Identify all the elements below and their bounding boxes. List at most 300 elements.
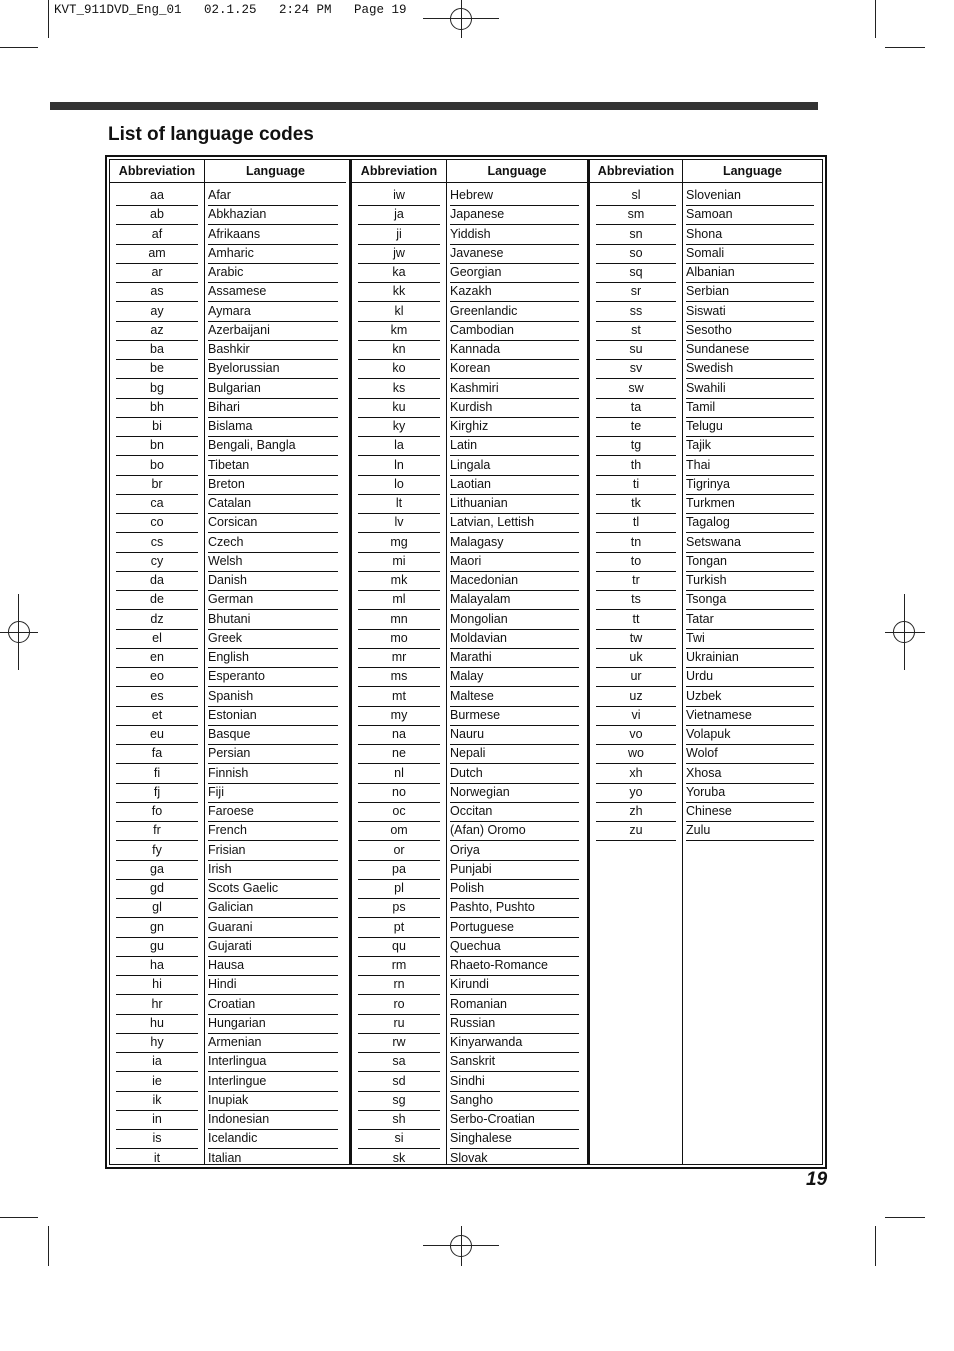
- abbreviation-cell: mo: [358, 629, 440, 649]
- language-cell: Welsh: [208, 552, 338, 572]
- abbreviation-cell: ro: [358, 995, 440, 1015]
- language-cell: Twi: [686, 629, 814, 649]
- abbreviation-cell: et: [116, 706, 198, 726]
- abbreviation-cell: ji: [358, 225, 440, 245]
- abbreviation-cell: as: [116, 282, 198, 302]
- language-cell: Irish: [208, 860, 338, 880]
- crop-mark: [885, 1217, 925, 1218]
- registration-circle: [8, 621, 30, 643]
- language-cell: Faroese: [208, 802, 338, 822]
- abbreviation-cell: hu: [116, 1014, 198, 1034]
- language-cell: Turkish: [686, 571, 814, 591]
- language-cell: Korean: [450, 359, 579, 379]
- abbreviation-cell: jw: [358, 244, 440, 264]
- crop-mark: [885, 47, 925, 48]
- abbreviation-cell: kn: [358, 340, 440, 360]
- abbreviation-cell: ss: [596, 302, 676, 322]
- abbreviation-cell: ts: [596, 590, 676, 610]
- abbreviation-cell: fy: [116, 841, 198, 861]
- abbreviation-cell: es: [116, 687, 198, 707]
- abbreviation-cell: eu: [116, 725, 198, 745]
- language-cell: Occitan: [450, 802, 579, 822]
- abbreviation-cell: ay: [116, 302, 198, 322]
- language-cell: Maltese: [450, 687, 579, 707]
- language-cell: Latin: [450, 436, 579, 456]
- abbreviation-cell: to: [596, 552, 676, 572]
- abbreviation-cell: sq: [596, 263, 676, 283]
- registration-circle: [450, 8, 472, 30]
- language-cell: Malay: [450, 667, 579, 687]
- language-cell: Slovenian: [686, 186, 814, 206]
- abbreviation-cell: iw: [358, 186, 440, 206]
- language-cell: Kirundi: [450, 975, 579, 995]
- abbreviation-cell: kl: [358, 302, 440, 322]
- abbreviation-cell: so: [596, 244, 676, 264]
- language-cell: Sindhi: [450, 1072, 579, 1092]
- language-cell: Somali: [686, 244, 814, 264]
- language-cell: Macedonian: [450, 571, 579, 591]
- abbreviation-cell: hy: [116, 1033, 198, 1053]
- language-cell: Serbo-Croatian: [450, 1110, 579, 1130]
- abbreviation-cell: sm: [596, 205, 676, 225]
- abbreviation-cell: ja: [358, 205, 440, 225]
- abbreviation-cell: cy: [116, 552, 198, 572]
- abbreviation-cell: am: [116, 244, 198, 264]
- abbreviation-cell: cs: [116, 533, 198, 553]
- language-cell: Greek: [208, 629, 338, 649]
- abbreviation-cell: de: [116, 590, 198, 610]
- abbreviation-cell: ml: [358, 590, 440, 610]
- language-cell: Maori: [450, 552, 579, 572]
- abbreviation-cell: rm: [358, 956, 440, 976]
- abbreviation-cell: hi: [116, 975, 198, 995]
- language-cell: Chinese: [686, 802, 814, 822]
- abbreviation-cell: na: [358, 725, 440, 745]
- abbreviation-cell: co: [116, 513, 198, 533]
- abbreviation-cell: pa: [358, 860, 440, 880]
- language-cell: Lithuanian: [450, 494, 579, 514]
- language-cell: Tigrinya: [686, 475, 814, 495]
- abbreviation-cell: ik: [116, 1091, 198, 1111]
- column-divider: [204, 160, 205, 1164]
- abbreviation-cell: fa: [116, 744, 198, 764]
- abbreviation-cell: az: [116, 321, 198, 341]
- column-header-language: Language: [683, 160, 822, 183]
- abbreviation-cell: el: [116, 629, 198, 649]
- abbreviation-cell: bg: [116, 379, 198, 399]
- language-cell: Frisian: [208, 841, 338, 861]
- page-title: List of language codes: [108, 124, 314, 145]
- abbreviation-cell: ar: [116, 263, 198, 283]
- abbreviation-cell: mr: [358, 648, 440, 668]
- abbreviation-cell: vo: [596, 725, 676, 745]
- abbreviation-cell: tg: [596, 436, 676, 456]
- column-divider: [446, 160, 447, 1164]
- column-header-language: Language: [447, 160, 587, 183]
- abbreviation-cell: ln: [358, 456, 440, 476]
- language-cell: Esperanto: [208, 667, 338, 687]
- language-cell: Tongan: [686, 552, 814, 572]
- abbreviation-cell: qu: [358, 937, 440, 957]
- language-cell: Tamil: [686, 398, 814, 418]
- abbreviation-cell: fo: [116, 802, 198, 822]
- language-cell: Guarani: [208, 918, 338, 938]
- registration-circle: [450, 1235, 472, 1257]
- language-cell: Greenlandic: [450, 302, 579, 322]
- language-cell: Cambodian: [450, 321, 579, 341]
- abbreviation-cell: sg: [358, 1091, 440, 1111]
- abbreviation-cell: ta: [596, 398, 676, 418]
- abbreviation-cell: uk: [596, 648, 676, 668]
- column-header-abbreviation: Abbreviation: [590, 160, 682, 183]
- language-cell: Czech: [208, 533, 338, 553]
- language-cell: Sanskrit: [450, 1052, 579, 1072]
- abbreviation-cell: tt: [596, 610, 676, 630]
- abbreviation-cell: ku: [358, 398, 440, 418]
- language-cell: Kazakh: [450, 282, 579, 302]
- abbreviation-cell: ka: [358, 263, 440, 283]
- language-cell: Sundanese: [686, 340, 814, 360]
- abbreviation-cell: gn: [116, 918, 198, 938]
- language-cell: Inupiak: [208, 1091, 338, 1111]
- table-block: [587, 160, 825, 1164]
- language-cell: Italian: [208, 1149, 338, 1169]
- language-cell: Interlingua: [208, 1052, 338, 1072]
- abbreviation-cell: nl: [358, 764, 440, 784]
- language-cell: Swahili: [686, 379, 814, 399]
- registration-circle: [893, 621, 915, 643]
- language-cell: Punjabi: [450, 860, 579, 880]
- language-cell: Scots Gaelic: [208, 879, 338, 899]
- abbreviation-cell: rw: [358, 1033, 440, 1053]
- language-cell: Rhaeto-Romance: [450, 956, 579, 976]
- abbreviation-cell: zu: [596, 821, 676, 841]
- abbreviation-cell: eo: [116, 667, 198, 687]
- language-cell: Setswana: [686, 533, 814, 553]
- abbreviation-cell: sa: [358, 1052, 440, 1072]
- abbreviation-cell: fj: [116, 783, 198, 803]
- language-cell: Tsonga: [686, 590, 814, 610]
- language-cell: Azerbaijani: [208, 321, 338, 341]
- language-cell: Moldavian: [450, 629, 579, 649]
- abbreviation-cell: kk: [358, 282, 440, 302]
- language-cell: Bhutani: [208, 610, 338, 630]
- abbreviation-cell: ky: [358, 417, 440, 437]
- language-cell: German: [208, 590, 338, 610]
- language-cell: Oriya: [450, 841, 579, 861]
- abbreviation-cell: ps: [358, 898, 440, 918]
- abbreviation-cell: mn: [358, 610, 440, 630]
- abbreviation-cell: fr: [116, 821, 198, 841]
- abbreviation-cell: ie: [116, 1072, 198, 1092]
- abbreviation-cell: pt: [358, 918, 440, 938]
- abbreviation-cell: uz: [596, 687, 676, 707]
- abbreviation-cell: sw: [596, 379, 676, 399]
- language-cell: Urdu: [686, 667, 814, 687]
- language-cell: Tatar: [686, 610, 814, 630]
- abbreviation-cell: sl: [596, 186, 676, 206]
- language-cell: Bihari: [208, 398, 338, 418]
- language-cell: Persian: [208, 744, 338, 764]
- abbreviation-cell: is: [116, 1129, 198, 1149]
- column-header-abbreviation: Abbreviation: [110, 160, 204, 183]
- language-cell: Galician: [208, 898, 338, 918]
- language-cell: Ukrainian: [686, 648, 814, 668]
- abbreviation-cell: ms: [358, 667, 440, 687]
- language-cell: Malagasy: [450, 533, 579, 553]
- language-cell: Breton: [208, 475, 338, 495]
- language-cell: Aymara: [208, 302, 338, 322]
- abbreviation-cell: tw: [596, 629, 676, 649]
- table-block: [110, 160, 349, 1164]
- language-cell: Tajik: [686, 436, 814, 456]
- language-cell: Japanese: [450, 205, 579, 225]
- language-cell: Wolof: [686, 744, 814, 764]
- abbreviation-cell: mt: [358, 687, 440, 707]
- table-block: [349, 160, 590, 1164]
- abbreviation-cell: ko: [358, 359, 440, 379]
- language-cell: Armenian: [208, 1033, 338, 1053]
- abbreviation-cell: su: [596, 340, 676, 360]
- crop-mark: [875, 0, 876, 38]
- print-header: KVT_911DVD_Eng_01 02.1.25 2:24 PM Page 19: [54, 3, 407, 17]
- language-cell: Serbian: [686, 282, 814, 302]
- language-cell: Samoan: [686, 205, 814, 225]
- language-cell: Fiji: [208, 783, 338, 803]
- language-cell: Turkmen: [686, 494, 814, 514]
- abbreviation-cell: da: [116, 571, 198, 591]
- language-cell: Kashmiri: [450, 379, 579, 399]
- abbreviation-cell: si: [358, 1129, 440, 1149]
- language-cell: Hausa: [208, 956, 338, 976]
- language-cell: Hungarian: [208, 1014, 338, 1034]
- abbreviation-cell: om: [358, 821, 440, 841]
- crop-mark: [48, 0, 49, 38]
- language-cell: Vietnamese: [686, 706, 814, 726]
- abbreviation-cell: bn: [116, 436, 198, 456]
- abbreviation-cell: sn: [596, 225, 676, 245]
- abbreviation-cell: tn: [596, 533, 676, 553]
- language-cell: Afar: [208, 186, 338, 206]
- abbreviation-cell: dz: [116, 610, 198, 630]
- language-cell: Estonian: [208, 706, 338, 726]
- abbreviation-cell: ru: [358, 1014, 440, 1034]
- abbreviation-cell: en: [116, 648, 198, 668]
- abbreviation-cell: gd: [116, 879, 198, 899]
- language-cell: Amharic: [208, 244, 338, 264]
- language-cell: Zulu: [686, 821, 814, 841]
- language-cell: Afrikaans: [208, 225, 338, 245]
- abbreviation-cell: zh: [596, 802, 676, 822]
- language-cell: Telugu: [686, 417, 814, 437]
- abbreviation-cell: la: [358, 436, 440, 456]
- abbreviation-cell: fi: [116, 764, 198, 784]
- crop-mark: [875, 1226, 876, 1266]
- abbreviation-cell: mg: [358, 533, 440, 553]
- language-cell: Portuguese: [450, 918, 579, 938]
- abbreviation-cell: br: [116, 475, 198, 495]
- abbreviation-cell: st: [596, 321, 676, 341]
- abbreviation-cell: my: [358, 706, 440, 726]
- language-cell: French: [208, 821, 338, 841]
- language-cell: Bulgarian: [208, 379, 338, 399]
- abbreviation-cell: ti: [596, 475, 676, 495]
- abbreviation-cell: te: [596, 417, 676, 437]
- abbreviation-cell: be: [116, 359, 198, 379]
- language-cell: Gujarati: [208, 937, 338, 957]
- language-cell: Arabic: [208, 263, 338, 283]
- abbreviation-cell: ca: [116, 494, 198, 514]
- abbreviation-cell: bh: [116, 398, 198, 418]
- crop-mark: [0, 47, 38, 48]
- abbreviation-cell: pl: [358, 879, 440, 899]
- abbreviation-cell: af: [116, 225, 198, 245]
- language-cell: Polish: [450, 879, 579, 899]
- abbreviation-cell: gu: [116, 937, 198, 957]
- header-rule: [50, 102, 818, 110]
- language-cell: Sangho: [450, 1091, 579, 1111]
- column-divider: [682, 160, 683, 1164]
- language-cell: Danish: [208, 571, 338, 591]
- abbreviation-cell: sv: [596, 359, 676, 379]
- abbreviation-cell: lt: [358, 494, 440, 514]
- language-cell: Tagalog: [686, 513, 814, 533]
- language-cell: Malayalam: [450, 590, 579, 610]
- abbreviation-cell: gl: [116, 898, 198, 918]
- abbreviation-cell: ha: [116, 956, 198, 976]
- abbreviation-cell: sd: [358, 1072, 440, 1092]
- language-cell: Xhosa: [686, 764, 814, 784]
- language-cell: Bislama: [208, 417, 338, 437]
- abbreviation-cell: ur: [596, 667, 676, 687]
- language-cell: Catalan: [208, 494, 338, 514]
- language-cell: Uzbek: [686, 687, 814, 707]
- language-cell: Sesotho: [686, 321, 814, 341]
- language-cell: Croatian: [208, 995, 338, 1015]
- language-cell: Singhalese: [450, 1129, 579, 1149]
- language-cell: Kirghiz: [450, 417, 579, 437]
- language-cell: Tibetan: [208, 456, 338, 476]
- language-cell: Volapuk: [686, 725, 814, 745]
- column-header-language: Language: [205, 160, 346, 183]
- language-cell: Mongolian: [450, 610, 579, 630]
- abbreviation-cell: yo: [596, 783, 676, 803]
- language-cell: Thai: [686, 456, 814, 476]
- abbreviation-cell: ne: [358, 744, 440, 764]
- abbreviation-cell: no: [358, 783, 440, 803]
- language-cell: Slovak: [450, 1149, 579, 1169]
- language-cell: Kinyarwanda: [450, 1033, 579, 1053]
- abbreviation-cell: ab: [116, 205, 198, 225]
- abbreviation-cell: bi: [116, 417, 198, 437]
- language-cell: Indonesian: [208, 1110, 338, 1130]
- abbreviation-cell: km: [358, 321, 440, 341]
- language-cell: Russian: [450, 1014, 579, 1034]
- language-cell: English: [208, 648, 338, 668]
- language-codes-table: [105, 155, 827, 1169]
- crop-mark: [48, 1226, 49, 1266]
- abbreviation-cell: vi: [596, 706, 676, 726]
- abbreviation-cell: wo: [596, 744, 676, 764]
- language-cell: Yoruba: [686, 783, 814, 803]
- language-cell: Albanian: [686, 263, 814, 283]
- abbreviation-cell: rn: [358, 975, 440, 995]
- abbreviation-cell: tk: [596, 494, 676, 514]
- abbreviation-cell: in: [116, 1110, 198, 1130]
- language-cell: Byelorussian: [208, 359, 338, 379]
- language-cell: Swedish: [686, 359, 814, 379]
- language-cell: Spanish: [208, 687, 338, 707]
- language-cell: Bashkir: [208, 340, 338, 360]
- language-cell: Norwegian: [450, 783, 579, 803]
- abbreviation-cell: lv: [358, 513, 440, 533]
- abbreviation-cell: th: [596, 456, 676, 476]
- language-cell: Nepali: [450, 744, 579, 764]
- language-cell: Quechua: [450, 937, 579, 957]
- language-cell: Laotian: [450, 475, 579, 495]
- abbreviation-cell: ia: [116, 1052, 198, 1072]
- abbreviation-cell: sr: [596, 282, 676, 302]
- abbreviation-cell: mk: [358, 571, 440, 591]
- language-cell: Yiddish: [450, 225, 579, 245]
- language-cell: Interlingue: [208, 1072, 338, 1092]
- language-cell: Georgian: [450, 263, 579, 283]
- abbreviation-cell: mi: [358, 552, 440, 572]
- page-number: 19: [806, 1169, 828, 1190]
- language-cell: Shona: [686, 225, 814, 245]
- language-cell: Burmese: [450, 706, 579, 726]
- abbreviation-cell: sk: [358, 1149, 440, 1169]
- language-cell: Dutch: [450, 764, 579, 784]
- language-cell: Basque: [208, 725, 338, 745]
- abbreviation-cell: or: [358, 841, 440, 861]
- language-cell: Marathi: [450, 648, 579, 668]
- crop-mark: [0, 1217, 38, 1218]
- language-cell: Bengali, Bangla: [208, 436, 338, 456]
- column-header-abbreviation: Abbreviation: [352, 160, 446, 183]
- abbreviation-cell: sh: [358, 1110, 440, 1130]
- language-cell: Latvian, Lettish: [450, 513, 579, 533]
- language-cell: Romanian: [450, 995, 579, 1015]
- abbreviation-cell: ba: [116, 340, 198, 360]
- abbreviation-cell: bo: [116, 456, 198, 476]
- language-cell: Javanese: [450, 244, 579, 264]
- language-cell: Kannada: [450, 340, 579, 360]
- abbreviation-cell: lo: [358, 475, 440, 495]
- language-cell: Kurdish: [450, 398, 579, 418]
- abbreviation-cell: ks: [358, 379, 440, 399]
- language-cell: Siswati: [686, 302, 814, 322]
- language-cell: Icelandic: [208, 1129, 338, 1149]
- language-cell: (Afan) Oromo: [450, 821, 579, 841]
- language-cell: Pashto, Pushto: [450, 898, 579, 918]
- language-cell: Lingala: [450, 456, 579, 476]
- abbreviation-cell: xh: [596, 764, 676, 784]
- language-cell: Corsican: [208, 513, 338, 533]
- language-cell: Finnish: [208, 764, 338, 784]
- abbreviation-cell: ga: [116, 860, 198, 880]
- language-cell: Hebrew: [450, 186, 579, 206]
- language-cell: Hindi: [208, 975, 338, 995]
- language-cell: Nauru: [450, 725, 579, 745]
- table-body: [109, 159, 823, 1165]
- abbreviation-cell: oc: [358, 802, 440, 822]
- language-cell: Abkhazian: [208, 205, 338, 225]
- language-cell: Assamese: [208, 282, 338, 302]
- abbreviation-cell: tl: [596, 513, 676, 533]
- abbreviation-cell: tr: [596, 571, 676, 591]
- abbreviation-cell: hr: [116, 995, 198, 1015]
